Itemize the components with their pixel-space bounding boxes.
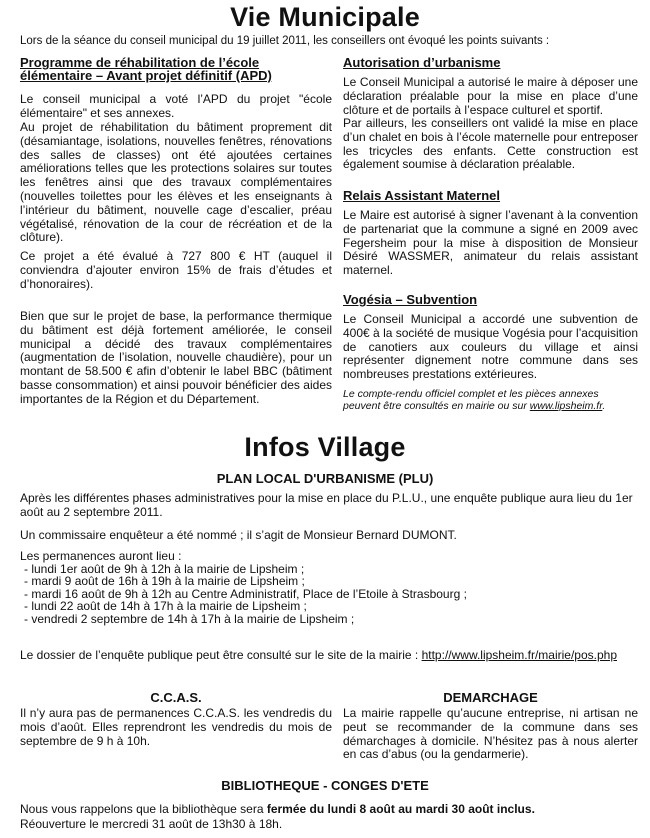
list-item: - mardi 16 août de 9h à 12h au Centre Administratif, Place de l’Etoile à Strasbourg ; bbox=[24, 588, 636, 600]
bibliotheque-heading: BIBLIOTHEQUE - CONGES D'ETE bbox=[221, 778, 429, 793]
demarchage-heading: DEMARCHAGE bbox=[443, 690, 538, 705]
section-heading-rehabilitation: Programme de réhabilitation de l’école élémentaire – Avant projet définitif (APD) bbox=[20, 55, 272, 83]
bibliotheque-text bbox=[20, 803, 640, 817]
lipsheim-link[interactable]: www.lipsheim.fr bbox=[529, 400, 603, 412]
relais-paragraph: Le Maire est autorisé à signer l’avenant à la convention de partenariat que la commune a signé en 2009 avec Fegersheim pour la mise à disposition de Monsieur Désiré WASSMER, animateur du relais assistant maternel. bbox=[343, 208, 638, 278]
rehab-paragraph-4: Bien que sur le projet de base, la performance thermique du bâtiment est déjà fortement améliorée, le conseil municipal a décidé des travaux complémentaires (augmentation de l’isolation, nouvelle chaudière), pour un montant de 58.500 € afin d’obtenir le label BBC (bâtiment basse consommation) et ainsi pouvoir bénéficier des aides importantes de la Région et du Département. bbox=[20, 309, 332, 406]
list-item: - vendredi 2 septembre de 14h à 17h à la mairie de Lipsheim ; bbox=[24, 613, 636, 625]
note-end: . bbox=[602, 400, 606, 412]
plu-heading: PLAN LOCAL D'URBANISME (PLU) bbox=[216, 471, 434, 486]
page-title-infos-village: Infos Village bbox=[244, 432, 406, 462]
pos-link[interactable]: http://www.lipsheim.fr/mairie/pos.php bbox=[421, 648, 618, 662]
list-item: - lundi 1er août de 9h à 12h à la mairie de Lipsheim ; bbox=[24, 563, 636, 575]
autorisation-paragraph-1: Le Conseil Municipal a autorisé le maire à déposer une déclaration préalable pour la mise en place d’une clôture et de portails à l’espace culturel et sportif. bbox=[343, 75, 638, 117]
plu-paragraph-1: Après les différentes phases administratives pour la mise en place du P.L.U., une enquête publique aura lieu du 1er août au 2 septembre 2011. bbox=[20, 491, 633, 519]
section-heading-autorisation: Autorisation d’urbanisme bbox=[343, 55, 501, 70]
bibliotheque-reopen: Réouverture le mercredi 31 août de 13h30 à 18h. bbox=[20, 817, 283, 831]
rehab-paragraph-2: Au projet de réhabilitation du bâtiment proprement dit (désamiantage, isolations, nouvelles fenêtres, rénovations des salles de classes) ont été ajoutées certaines améliorations telles que les protections solaires sur toutes les fenêtres ainsi que des travaux complémentaires (nouvelles toilettes pour les élèves et les enseignants à l’intérieur du bâtiment, nouvelle cage d’escalier, préau végétalisé, rénovation de la cour de récréation et de la clôture). bbox=[20, 120, 332, 245]
ccas-heading: C.C.A.S. bbox=[150, 690, 202, 705]
autorisation-paragraph-2: Par ailleurs, les conseillers ont validé la mise en place d’un chalet en bois à l’école maternelle pour entreposer les tricycles des enfants. Cette construction est également soumise à déclaration préalable. bbox=[343, 116, 638, 172]
bib-bold-dates: fermée du lundi 8 août au mardi 30 août inclus. bbox=[266, 802, 535, 816]
intro-text: Lors de la séance du conseil municipal du 19 juillet 2011, les conseillers ont évoqué les points suivants : bbox=[20, 35, 550, 47]
section-heading-vogesia: Vogésia – Subvention bbox=[343, 292, 478, 307]
vogesia-paragraph: Le Conseil Municipal a accordé une subvention de 400€ à la société de musique Vogésia pour l’acquisition de canotiers aux couleurs du village et ainsi représenter dignement notre commune dans ses nombreuses prestations extérieures. bbox=[343, 312, 638, 382]
compte-rendu-note bbox=[343, 388, 638, 412]
list-item: - mardi 9 août de 16h à 19h à la mairie de Lipsheim ; bbox=[24, 575, 636, 587]
note-text: Le compte-rendu officiel complet et les pièces annexes peuvent être consultés en mairie ou sur bbox=[343, 388, 599, 412]
plu-paragraph-2: Un commissaire enquêteur a été nommé ; il s’agit de Monsieur Bernard DUMONT. bbox=[20, 528, 457, 542]
page-title-vie-municipale: Vie Municipale bbox=[230, 2, 420, 32]
dossier-line bbox=[20, 649, 640, 663]
dossier-text: Le dossier de l’enquête publique peut être consulté sur le site de la mairie : bbox=[20, 648, 419, 662]
list-item: - lundi 22 août de 14h à 17h à la mairie de Lipsheim ; bbox=[24, 600, 636, 612]
rehab-paragraph-1: Le conseil municipal a voté l’APD du projet "école élémentaire" et ses annexes. bbox=[20, 92, 332, 120]
bib-text: Nous vous rappelons que la bibliothèque sera bbox=[20, 802, 264, 816]
ccas-text: Il n’y aura pas de permanences C.C.A.S. les vendredis du mois d’août. Elles reprendront les vendredis du mois de septembre de 9 h à 10h. bbox=[20, 706, 332, 748]
section-heading-relais: Relais Assistant Maternel bbox=[343, 188, 501, 203]
rehab-paragraph-3: Ce projet a été évalué à 727 800 € HT (auquel il conviendra d’ajouter environ 15% de frais d’études et d’honoraires). bbox=[20, 249, 332, 291]
permanences-list bbox=[24, 563, 636, 625]
plu-paragraph-3: Les permanences auront lieu : bbox=[20, 549, 182, 563]
demarchage-text: La mairie rappelle qu’aucune entreprise, ni artisan ne peut se recommander de la commune dans ses démarchages à domicile. N’hésitez pas à nous alerter en cas d’abus (ou la gendarmerie). bbox=[343, 706, 638, 762]
